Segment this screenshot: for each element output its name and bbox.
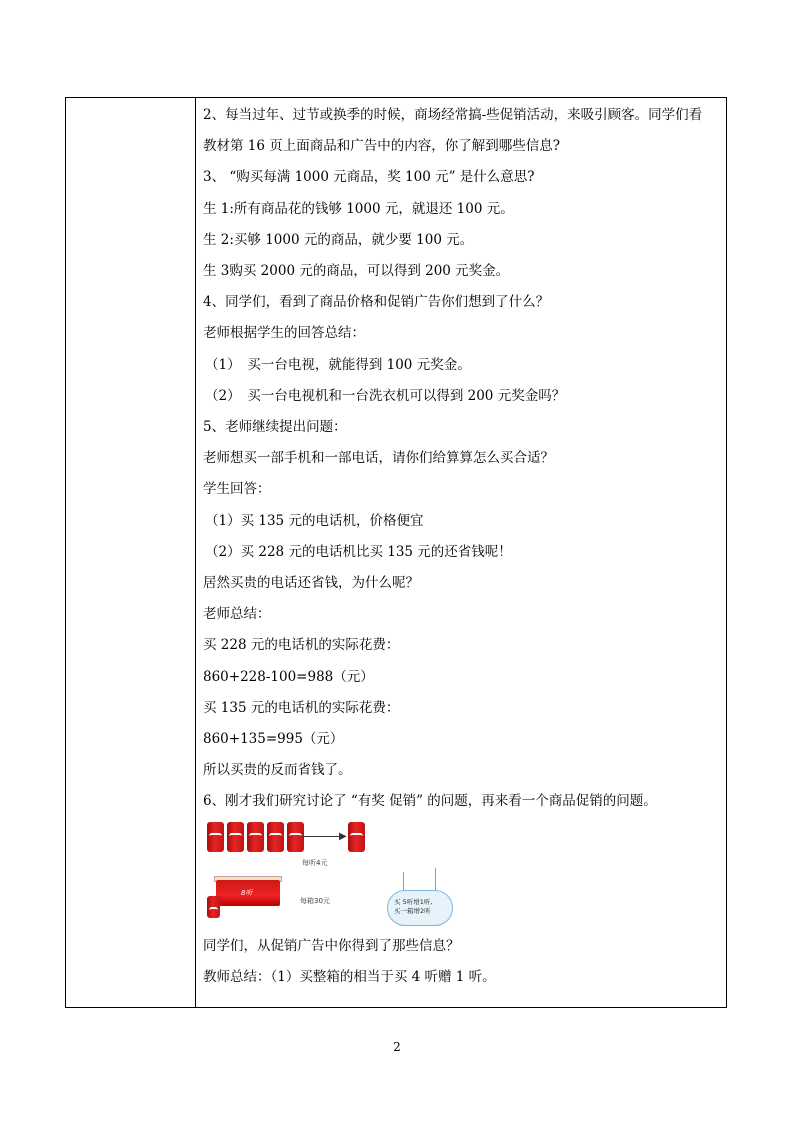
text-line: 老师想买一部手机和一部电话，请你们给算算怎么买合适？ — [203, 450, 554, 467]
lesson-content — [203, 100, 723, 993]
balloon-string — [435, 868, 436, 892]
promo-line: 买 5听增1听, — [394, 897, 433, 906]
promo-cloud — [387, 890, 453, 926]
text-line: 2、每当过年、过节或换季的时候，商场经常搞-些促销活动，来吸引顾客。同学们看 — [203, 107, 703, 123]
arrow-right-icon: ▶ — [339, 830, 347, 842]
cola-can-icon — [207, 896, 220, 918]
text-line: 6、刚才我们研究讨论了 “有奖 促销” 的问题，再来看一个商品促销的问题。 — [203, 793, 657, 810]
text-line: 生 1:所有商品花的钱够 1000 元，就退还 100 元。 — [203, 200, 514, 217]
box-label: 8听 — [241, 888, 253, 897]
text-line: 3、 “购买每满 1000 元商品，奖 100 元” 是什么意思? — [203, 169, 535, 186]
promo-text — [394, 898, 432, 916]
text-line: 生 3购买 2000 元的商品，可以得到 200 元奖金。 — [203, 263, 510, 280]
text-line: 860+135=995（元） — [203, 731, 344, 748]
cola-can-icon — [267, 822, 284, 852]
text-line: 860+228-100=988（元） — [203, 668, 374, 685]
text-line: （2）买 228 元的电话机比买 135 元的还省钱呢！ — [205, 543, 512, 560]
text-line: 5、老师继续提出问题： — [203, 419, 347, 436]
text-line: 教材第 16 页上面商品和广告中的内容，你了解到哪些信息? — [203, 138, 560, 155]
text-line: 老师总结： — [203, 606, 271, 623]
per-box-price: 每箱30元 — [300, 896, 330, 905]
arrow-line — [302, 836, 342, 837]
cola-can-icon — [287, 822, 304, 852]
text-line: 学生回答： — [203, 481, 271, 498]
text-line: （1） 买一台电视，就能得到 100 元奖金。 — [205, 356, 471, 373]
text-line: （1）买 135 元的电话机，价格便宜 — [205, 512, 424, 529]
text-line: 买 135 元的电话机的实际花费： — [203, 699, 400, 716]
per-can-price: 每听4元 — [302, 858, 328, 867]
text-line: 居然买贵的电话还省钱，为什么呢？ — [203, 575, 419, 592]
text-line: 4、同学们，看到了商品价格和促销广告你们想到了什么？ — [203, 294, 550, 311]
page-number: 2 — [393, 1040, 401, 1054]
text-line: 老师根据学生的回答总结： — [203, 325, 365, 342]
text-line: 所以买贵的反而省钱了。 — [203, 762, 352, 779]
column-divider — [195, 98, 196, 1007]
cola-can-icon — [207, 822, 224, 852]
balloon-string — [403, 872, 404, 892]
text-line: 生 2:买够 1000 元的商品，就少要 100 元。 — [203, 231, 474, 248]
text-line: （2） 买一台电视机和一台洗衣机可以得到 200 元奖金吗？ — [205, 387, 566, 404]
cola-can-icon — [227, 822, 244, 852]
promo-line: 买一箱增2听 — [394, 906, 431, 915]
text-line: 同学们，从促销广告中你得到了那些信息？ — [203, 937, 460, 954]
text-line: 买 228 元的电话机的实际花费： — [203, 637, 400, 654]
cola-can-icon — [247, 822, 264, 852]
lesson-table — [65, 97, 727, 1008]
promotion-illustration — [203, 820, 483, 935]
text-line: 教师总结：（1）买整箱的相当于买 4 听赠 1 听。 — [203, 968, 496, 985]
cola-can-icon — [348, 822, 365, 852]
